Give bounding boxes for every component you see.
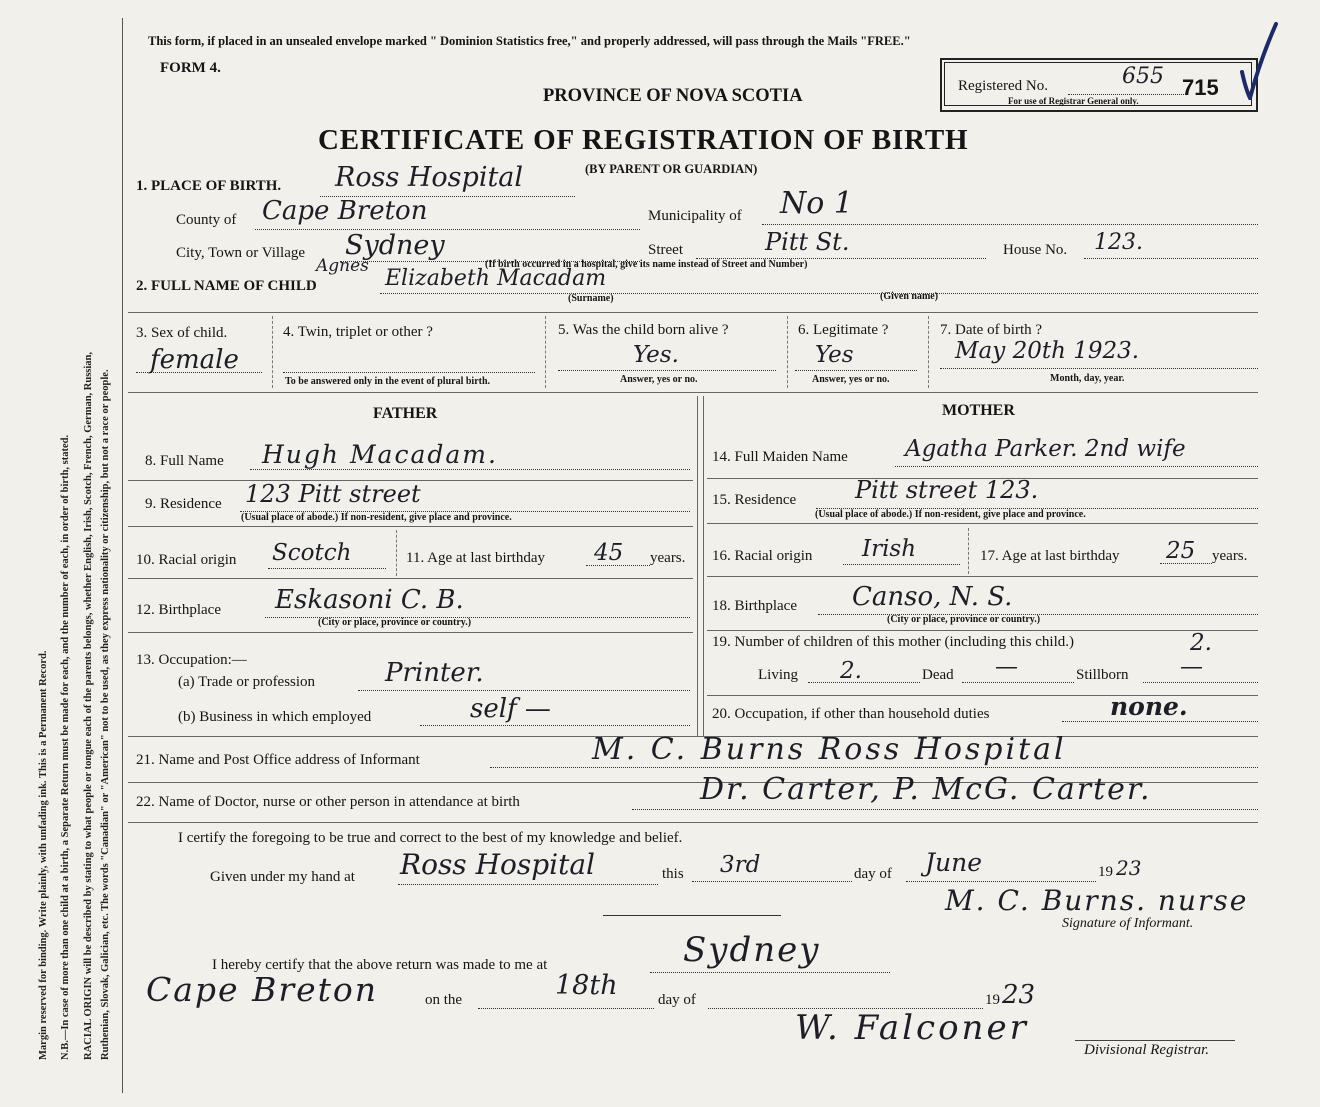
registrar-day-value: 18th xyxy=(555,970,618,1001)
registered-number-handwritten: 655 xyxy=(1122,64,1164,89)
form-number: FORM 4. xyxy=(160,60,221,76)
certificate-subtitle: (BY PARENT OR GUARDIAN) xyxy=(585,162,758,176)
stillborn-value: — xyxy=(1180,654,1203,680)
informant-value: M. C. Burns Ross Hospital xyxy=(592,732,1067,767)
living-value: 2. xyxy=(840,658,862,684)
father-age-label: 11. Age at last birthday xyxy=(406,550,545,566)
registrar-signature: W. Falconer xyxy=(795,1008,1029,1048)
house-number-value: 123. xyxy=(1094,230,1143,255)
mother-racial-origin-value: Irish xyxy=(862,536,917,562)
mother-age-label: 17. Age at last birthday xyxy=(980,548,1120,564)
city-label: City, Town or Village xyxy=(176,245,306,261)
mother-children-label: 19. Number of children of this mother (including this child.) xyxy=(712,634,1075,650)
house-number-label: House No. xyxy=(1003,242,1068,258)
certify-year-value: 23 xyxy=(1116,856,1142,880)
on-the-label: on the xyxy=(425,992,463,1008)
legitimate-note: Answer, yes or no. xyxy=(812,374,890,385)
father-birthplace-value: Eskasoni C. B. xyxy=(275,585,464,615)
mother-occupation-label: 20. Occupation, if other than household duties xyxy=(712,706,990,722)
mother-children-value: 2. xyxy=(1190,630,1212,656)
surname-note: (Surname) xyxy=(568,293,614,304)
registrar-certify-text: I hereby certify that the above return was made to me at xyxy=(212,957,548,973)
date-of-birth-label: 7. Date of birth ? xyxy=(940,322,1043,338)
child-name-label: 2. FULL NAME OF CHILD xyxy=(136,278,317,294)
father-trade-label: (a) Trade or profession xyxy=(178,674,316,690)
born-alive-label: 5. Was the child born alive ? xyxy=(558,322,729,338)
mother-years-label: years. xyxy=(1212,548,1248,564)
informant-signature-label: Signature of Informant. xyxy=(1062,916,1194,931)
mother-racial-origin-label: 16. Racial origin xyxy=(712,548,813,564)
mother-name-label: 14. Full Maiden Name xyxy=(712,449,848,465)
check-mark-icon xyxy=(1236,20,1280,100)
place-of-birth-value: Ross Hospital xyxy=(335,162,524,193)
twin-note: To be answered only in the event of plural birth. xyxy=(285,376,491,387)
father-racial-origin-label: 10. Racial origin xyxy=(136,552,237,568)
father-age-value: 45 xyxy=(594,540,624,566)
certify-month-value: June xyxy=(925,848,983,877)
father-business-value: self — xyxy=(470,694,551,724)
mother-residence-value: Pitt street 123. xyxy=(855,476,1039,504)
mother-occupation-value: none. xyxy=(1110,692,1188,721)
sex-value: female xyxy=(150,345,239,375)
binding-margin-line xyxy=(122,18,123,1093)
margin-note-racial-origin: RACIAL ORIGIN will be described by stating to what people or tongue each of the parents belongs, whether English, Irish, Scotch, French, German, Russian, xyxy=(83,351,94,1060)
mother-name-value: Agatha Parker. 2nd wife xyxy=(905,436,1186,462)
certify-year-print: 19 xyxy=(1098,864,1113,880)
informant-label: 21. Name and Post Office address of Informant xyxy=(136,752,420,768)
given-name-note: (Given name) xyxy=(880,291,939,302)
father-heading: FATHER xyxy=(373,405,438,422)
dead-value: — xyxy=(995,654,1018,680)
father-racial-origin-value: Scotch xyxy=(272,540,352,566)
margin-note-racial-origin-cont: Ruthenian, Slovak, Galician, etc. The words "Canadian" or "American" not to be used, as they express nationality or citizenship, but not a race or people. xyxy=(100,369,111,1060)
date-of-birth-value: May 20th 1923. xyxy=(955,338,1140,364)
given-under-label: Given under my hand at xyxy=(210,869,355,885)
mother-age-value: 25 xyxy=(1166,538,1196,564)
this-label: this xyxy=(662,866,684,882)
registered-label: Registered No. xyxy=(958,78,1048,94)
doctor-label: 22. Name of Doctor, nurse or other person in attendance at birth xyxy=(136,794,520,810)
certify-day-value: 3rd xyxy=(720,852,761,878)
doctor-value: Dr. Carter, P. McG. Carter. xyxy=(700,772,1152,807)
mother-birthplace-note: (City or place, province or country.) xyxy=(887,614,1041,625)
informant-signature: M. C. Burns. nurse xyxy=(945,884,1249,917)
child-name-value: Elizabeth Macadam xyxy=(385,266,607,291)
father-business-label: (b) Business in which employed xyxy=(178,709,372,725)
dead-label: Dead xyxy=(922,667,954,683)
certify-dayof-label: day of xyxy=(854,866,892,882)
city-value: Sydney xyxy=(345,230,445,261)
father-residence-label: 9. Residence xyxy=(145,496,222,512)
twin-label: 4. Twin, triplet or other ? xyxy=(283,324,433,340)
margin-note-binding: Margin reserved for binding. Write plainly, with unfading ink. This is a Permanent Record. xyxy=(38,650,49,1060)
registrar-year-print: 19 xyxy=(985,992,1000,1008)
child-given-name-value: Agnes xyxy=(316,256,369,276)
father-occupation-label: 13. Occupation:— xyxy=(136,652,247,668)
street-value: Pitt St. xyxy=(765,228,850,256)
father-trade-value: Printer. xyxy=(385,658,484,688)
mother-birthplace-value: Canso, N. S. xyxy=(852,582,1013,612)
province-heading: PROVINCE OF NOVA SCOTIA xyxy=(543,86,803,106)
born-alive-value: Yes. xyxy=(633,342,679,368)
margin-note-multiple-birth: N.B.—In case of more than one child at a birth, a Separate Return must be made for each, and the number of each, in order of birth, stated. xyxy=(60,434,71,1060)
date-of-birth-note: Month, day, year. xyxy=(1050,373,1125,384)
father-birthplace-note: (City or place, province or country.) xyxy=(318,617,472,628)
registrar-county-value: Cape Breton xyxy=(146,970,379,1009)
municipality-value: No 1 xyxy=(780,186,853,221)
father-birthplace-label: 12. Birthplace xyxy=(136,602,221,618)
stillborn-label: Stillborn xyxy=(1076,667,1129,683)
registrar-place-value: Sydney xyxy=(683,930,821,970)
divisional-registrar-label: Divisional Registrar. xyxy=(1084,1042,1210,1058)
certify-text: I certify the foregoing to be true and correct to the best of my knowledge and belief. xyxy=(178,830,683,846)
given-under-value: Ross Hospital xyxy=(400,848,596,881)
registrar-year-value: 23 xyxy=(1002,980,1036,1010)
certificate-title: CERTIFICATE OF REGISTRATION OF BIRTH xyxy=(318,124,969,156)
father-residence-value: 123 Pitt street xyxy=(245,480,421,508)
mother-birthplace-label: 18. Birthplace xyxy=(712,598,797,614)
postal-notice: This form, if placed in an unsealed envelope marked " Dominion Statistics free," and properly addressed, will pass through the Mails "FREE." xyxy=(148,34,911,48)
county-label: County of xyxy=(176,212,237,228)
mother-heading: MOTHER xyxy=(942,402,1015,419)
county-value: Cape Breton xyxy=(262,196,428,226)
born-alive-note: Answer, yes or no. xyxy=(620,374,698,385)
place-of-birth-label: 1. PLACE OF BIRTH. xyxy=(136,178,282,194)
father-years-label: years. xyxy=(650,550,686,566)
legitimate-label: 6. Legitimate ? xyxy=(798,322,889,338)
father-name-label: 8. Full Name xyxy=(145,453,224,469)
hospital-note: (If birth occurred in a hospital, give its name instead of Street and Number) xyxy=(485,259,808,270)
living-label: Living xyxy=(758,667,798,683)
father-residence-note: (Usual place of abode.) If non-resident, give place and province. xyxy=(241,512,512,523)
registered-number-stamp: 715 xyxy=(1182,75,1219,100)
registrar-dayof-label: day of xyxy=(658,992,696,1008)
sex-label: 3. Sex of child. xyxy=(136,325,228,341)
mother-residence-label: 15. Residence xyxy=(712,492,797,508)
municipality-label: Municipality of xyxy=(648,208,742,224)
legitimate-value: Yes xyxy=(815,342,854,368)
father-name-value: Hugh Macadam. xyxy=(262,440,498,469)
registered-note: For use of Registrar General only. xyxy=(1008,96,1139,106)
street-label: Street xyxy=(648,242,683,258)
mother-residence-note: (Usual place of abode.) If non-resident, give place and province. xyxy=(815,509,1086,520)
